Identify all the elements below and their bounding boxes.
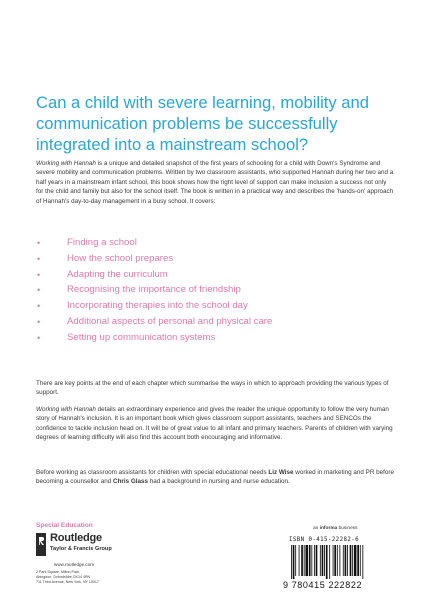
book-title-italic: Working with Hannah bbox=[36, 160, 96, 167]
list-item: • Recognising the importance of friendship bbox=[37, 284, 241, 296]
bullet-icon: • bbox=[37, 285, 41, 296]
informa-business-label: an informa business bbox=[313, 526, 358, 531]
details-paragraph bbox=[36, 405, 394, 443]
author-name: Chris Glass bbox=[113, 478, 149, 486]
author-name: Liz Wise bbox=[268, 469, 294, 476]
headline: Can a child with severe learning, mobility and communication problems be successfully integrated into a mainstream school? bbox=[36, 93, 369, 154]
publisher-name: Routledge bbox=[50, 532, 102, 544]
barcode-icon bbox=[291, 545, 387, 579]
authors-paragraph: Before working as classroom assistants for children with special educational needs Liz Wise worked in marketing and PR before becoming a counsellor and Chris Glass had a background in nursing and nurse education. bbox=[36, 469, 394, 486]
list-item: • Additional aspects of personal and physical care bbox=[37, 315, 273, 327]
list-item: • Adapting the curriculum bbox=[37, 268, 168, 280]
bullet-icon: • bbox=[37, 238, 41, 248]
list-item: • Incorporating therapies into the school day bbox=[37, 300, 248, 312]
topics-list bbox=[36, 237, 356, 348]
subject-category: Special Education bbox=[36, 522, 93, 529]
isbn-label: ISBN 0-415-22282-6 bbox=[289, 537, 360, 543]
key-points-paragraph: There are key points at the end of each chapter which summarise the ways in which to approach providing the various types of support. bbox=[36, 380, 389, 397]
bullet-icon: • bbox=[37, 316, 41, 327]
list-item: • How the school prepares bbox=[37, 252, 174, 264]
intro-paragraph bbox=[36, 159, 394, 206]
publisher-website: www.routledge.com bbox=[54, 562, 95, 567]
list-item: • Finding a school bbox=[37, 237, 137, 248]
publisher-address: 2 Park Square, Milton Park, Abingdon, Oxfordshire OX14 4RN 711 Third Avenue, New York, NY 10017 bbox=[36, 570, 99, 584]
routledge-logo-icon bbox=[36, 533, 46, 556]
bullet-icon: • bbox=[37, 253, 41, 264]
bullet-icon: • bbox=[37, 301, 41, 312]
book-title-italic: Working with Hannah bbox=[36, 406, 96, 413]
bullet-icon: • bbox=[37, 332, 41, 343]
list-item: • Setting up communication systems bbox=[37, 331, 216, 343]
details-text: details an extraordinary experience and gives the reader the unique opportunity to follow the very human story of Hannah's inclusion. It is an important book which gives classroom support assistants, teachers and SENCOs the confidence to tackle inclusion head on. It will be of great value to all infant and primary teachers. Parents of children with varying degrees of learning difficulty will also find this account both encouraging and informative. bbox=[36, 406, 393, 442]
bullet-icon: • bbox=[37, 269, 41, 280]
intro-text: is a unique and detailed snapshot of the first years of schooling for a child with Down's Syndrome and severe mobility and communication problems. Written by two classroom assistants, who supported Hannah during her two and a half years in a mainstream infant school, this book shows how the right level of support can make inclusion a success not only for the child and family but also for the school itself. The book is written in a practical way and describes the 'hands-on' approach of Hannah's day-to-day management in a busy school. It covers: bbox=[36, 160, 394, 205]
publisher-tagline: Taylor & Francis Group bbox=[50, 545, 112, 552]
barcode-digits: 9 780415 222822 bbox=[283, 580, 363, 590]
